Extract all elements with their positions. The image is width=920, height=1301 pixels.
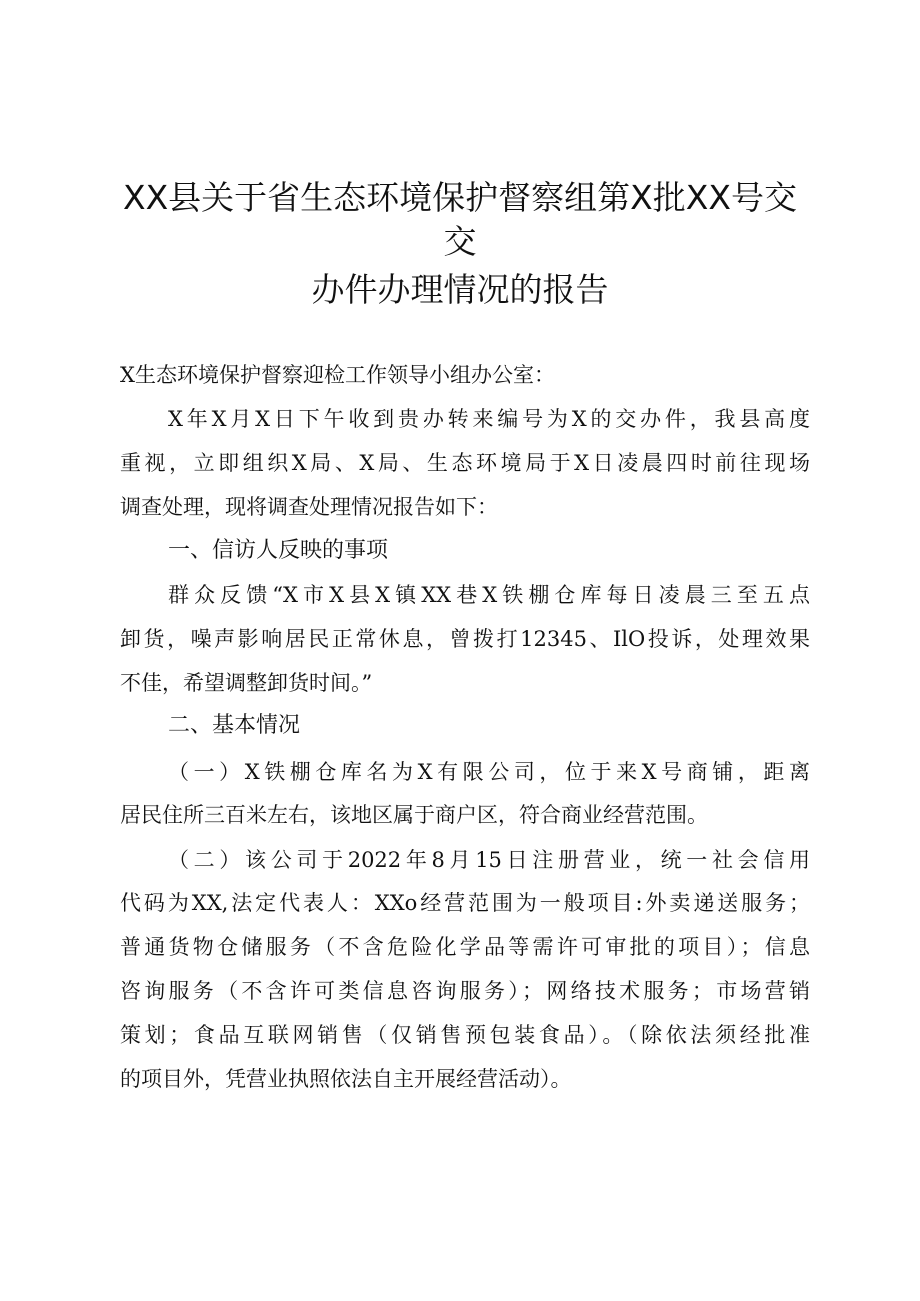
item1-line-2: 居民住所三百米左右，该地区属于商户区，符合商业经营范围。 xyxy=(120,803,708,827)
item2-line-1: （二）该公司于2022年8月15日注册营业，统一社会信用 xyxy=(168,848,810,872)
document-title-line-2: 交 xyxy=(443,222,477,261)
item2-line-4: 咨询服务（不含许可类信息咨询服务）；网络技术服务；市场营销 xyxy=(120,979,810,1003)
intro-line-2: 重视，立即组织X局、X局、生态环境局于X日凌晨四时前往现场 xyxy=(120,451,810,475)
salutation: X生态环境保护督察迎检工作领导小组办公室： xyxy=(120,363,555,387)
item2-line-6: 的项目外，凭营业执照依法自主开展经营活动）。 xyxy=(120,1067,572,1091)
section-heading-2: 二、基本情况 xyxy=(168,713,301,738)
item2-line-5: 策划；食品互联网销售（仅销售预包装食品）。（除依法须经批准 xyxy=(120,1023,810,1047)
section1-line-2: 卸货，噪声影响居民正常休息，曾拨打12345、IlO投诉，处理效果 xyxy=(120,627,810,651)
intro-line-1: X年X月X日下午收到贵办转来编号为X的交办件，我县高度 xyxy=(168,407,810,431)
section1-line-3: 不佳，希望调整卸货时间。” xyxy=(120,671,373,695)
section1-line-1: 群众反馈“X市X县X镇XX巷X铁棚仓库每日凌晨三至五点 xyxy=(168,583,810,607)
document-title-line-1: XX县关于省生态环境保护督察组第X批XX号交 xyxy=(122,178,798,217)
item2-line-2: 代码为XX,法定代表人：XXo经营范围为一般项目:外卖递送服务； xyxy=(120,891,810,915)
item1-line-1: （一）X铁棚仓库名为X有限公司，位于来X号商铺，距离 xyxy=(168,760,810,784)
section-heading-1: 一、信访人反映的事项 xyxy=(168,538,389,563)
item2-line-3: 普通货物仓储服务（不含危险化学品等需许可审批的项目）；信息 xyxy=(120,935,810,959)
intro-line-3: 调查处理，现将调查处理情况报告如下： xyxy=(120,495,498,519)
document-title-line-3: 办件办理情况的报告 xyxy=(311,270,609,309)
